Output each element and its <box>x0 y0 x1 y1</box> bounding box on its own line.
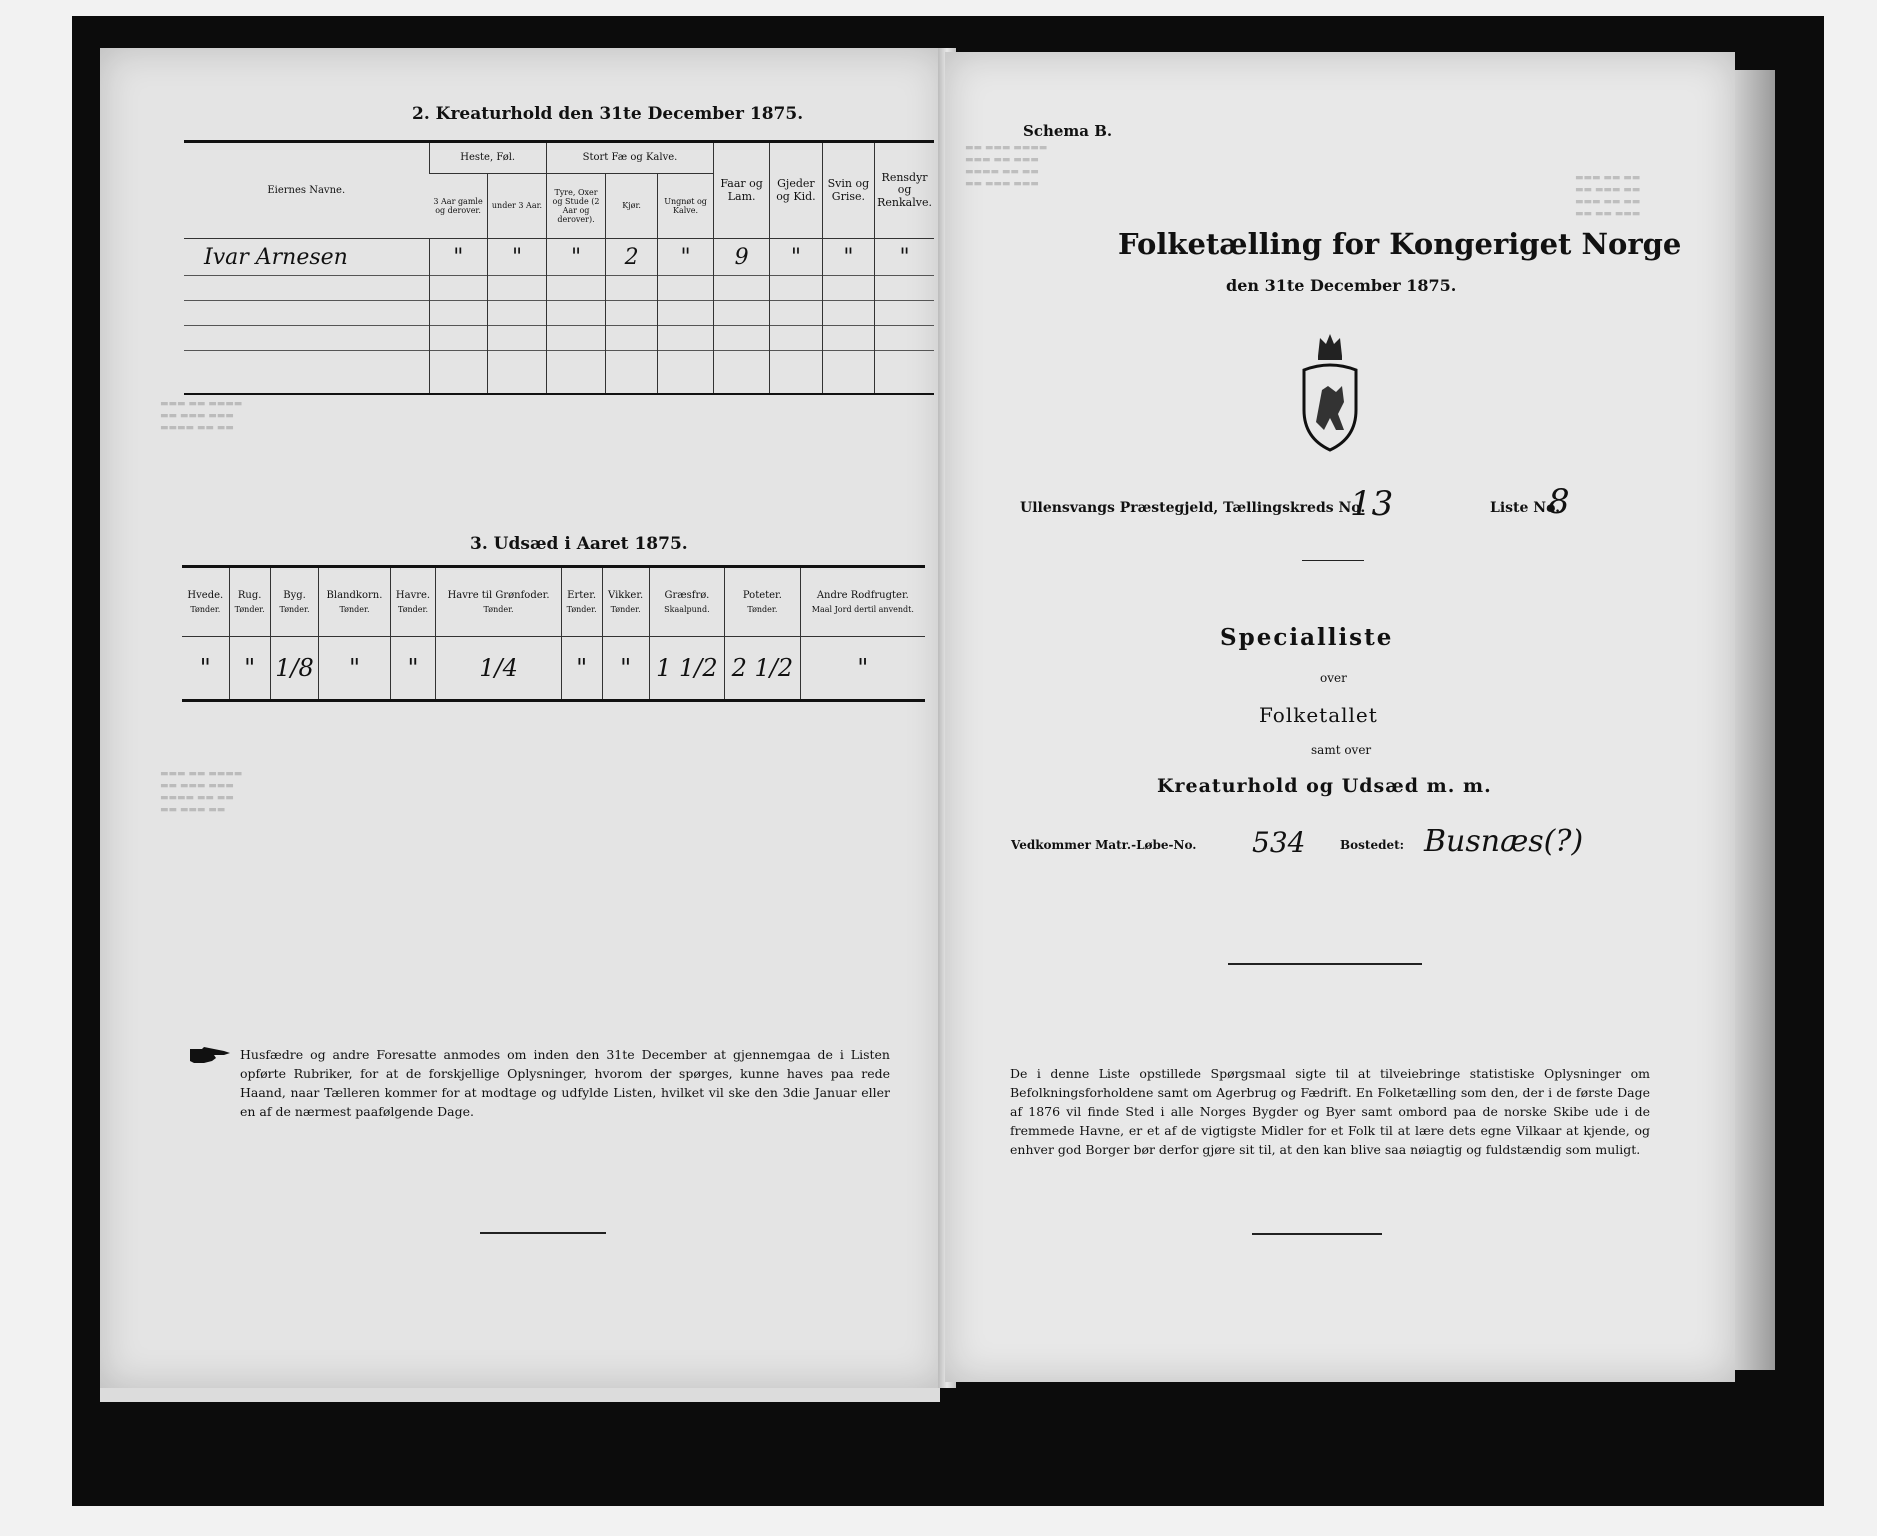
rensdyr-header: Rensdyr og Renkalve. <box>875 142 934 239</box>
svin-cell: " <box>822 239 874 276</box>
seed-column-header <box>725 567 801 637</box>
stort-b-header: Kjør. <box>606 174 658 239</box>
stort-a-header: Tyre, Oxer og Stude (2 Aar og derover). <box>546 174 605 239</box>
heste-a-header: 3 Aar gamle og derover. <box>429 174 488 239</box>
heste-header: Heste, Føl. <box>429 142 546 174</box>
seed-name: Græsfrø. <box>664 589 710 601</box>
bostedet-value: Busnæs(?) <box>1424 824 1584 859</box>
divider <box>1302 560 1364 561</box>
seed-name: Byg. <box>283 589 306 601</box>
seed-name: Vikker. <box>608 589 644 601</box>
seed-value-cell: 2 1/2 <box>725 637 801 701</box>
table-row <box>184 326 934 351</box>
seed-unit: Tønder. <box>747 605 778 615</box>
page-title: Folketælling for Kongeriget Norge <box>1118 227 1682 261</box>
seed-unit: Tønder. <box>234 605 265 615</box>
seed-table <box>182 565 925 702</box>
kreds-number: 13 <box>1350 484 1394 524</box>
seed-name: Rug. <box>237 589 262 601</box>
folketallet-heading: Folketallet <box>1259 703 1378 727</box>
stort-header: Stort Fæ og Kalve. <box>546 142 713 174</box>
owner-cell: Ivar Arnesen <box>204 244 348 270</box>
stort-b-cell: 2 <box>606 239 658 276</box>
liste-label: Liste No. <box>1490 500 1561 516</box>
livestock-table <box>184 140 934 395</box>
kreaturhold-heading: Kreaturhold og Udsæd m. m. <box>1157 775 1492 797</box>
seed-name: Poteter. <box>742 589 782 601</box>
seed-name: Blandkorn. <box>326 589 383 601</box>
schema-label: Schema B. <box>1023 122 1113 140</box>
seed-name: Havre til Grønfoder. <box>447 589 550 601</box>
divider <box>1228 963 1422 965</box>
table-row <box>184 351 934 395</box>
section2-title: 2. Kreaturhold den 31te December 1875. <box>412 104 804 124</box>
samt-over-label: samt over <box>1311 743 1372 757</box>
seed-unit: Tønder. <box>190 605 221 615</box>
pointing-hand-icon <box>188 1045 232 1065</box>
seed-unit: Tønder. <box>610 605 641 615</box>
table-row <box>184 301 934 326</box>
seed-column-header <box>182 567 229 637</box>
seed-name: Hvede. <box>187 589 224 601</box>
seed-unit: Maal Jord dertil anvendt. <box>811 605 914 615</box>
specialliste-heading: Specialliste <box>1220 624 1394 651</box>
stort-a-cell: " <box>546 239 605 276</box>
bleed-through-text: ▬▬▬ ▬▬ ▬▬▬▬ ▬▬ ▬▬▬ ▬▬▬ ▬▬▬▬ ▬▬ ▬▬ <box>160 399 243 433</box>
bleed-through-text: ▬▬▬ ▬▬ ▬▬ ▬▬ ▬▬▬ ▬▬ ▬▬▬ ▬▬ ▬▬ ▬▬ ▬▬ ▬▬▬ <box>1575 173 1641 219</box>
seed-header-row <box>182 567 925 637</box>
heste-a-cell: " <box>429 239 488 276</box>
seed-unit: Tønder. <box>398 605 429 615</box>
page-stack-edge <box>1735 70 1775 1370</box>
bleed-through-text: ▬▬ ▬▬▬ ▬▬▬▬ ▬▬▬ ▬▬ ▬▬▬ ▬▬▬▬ ▬▬ ▬▬ ▬▬ ▬▬▬ ▬▬▬ <box>965 143 1048 189</box>
seed-value-cell: " <box>229 637 270 701</box>
section3-title: 3. Udsæd i Aaret 1875. <box>470 534 688 554</box>
seed-name: Andre Rodfrugter. <box>816 589 909 601</box>
seed-name: Erter. <box>567 589 597 601</box>
seed-value-cell: " <box>199 654 211 682</box>
seed-unit: Tønder. <box>566 605 597 615</box>
seed-column-header <box>561 567 602 637</box>
gjeder-header: Gjeder og Kid. <box>770 142 823 239</box>
faar-cell: 9 <box>714 239 770 276</box>
notice-text: Husfædre og andre Foresatte anmodes om inden den 31te December at gjennemgaa de i Listen opførte Rubriker, for at de forskjellige Oplysninger, hvorom der spørges, kunne haves paa rede Haand, naar Tælleren kommer for at modtage og udfylde Listen, hvilket vil ske den 3die Januar eller en af de nærmest paafølgende Dage. <box>240 1047 890 1119</box>
table-row <box>182 637 925 701</box>
svin-header: Svin og Grise. <box>822 142 874 239</box>
heste-b-cell: " <box>488 239 547 276</box>
bleed-through-text: ▬▬▬ ▬▬ ▬▬▬▬ ▬▬ ▬▬▬ ▬▬▬ ▬▬▬▬ ▬▬ ▬▬ ▬▬ ▬▬▬ ▬▬ <box>160 769 243 815</box>
seed-value-cell: 1/4 <box>436 637 561 701</box>
seed-value-cell: 1/8 <box>270 637 319 701</box>
matr-label: Vedkommer Matr.-Løbe-No. <box>1011 838 1197 852</box>
seed-column-header <box>270 567 319 637</box>
seed-unit: Tønder. <box>339 605 370 615</box>
bostedet-label: Bostedet: <box>1340 838 1405 852</box>
seed-column-header <box>436 567 561 637</box>
stort-c-cell: " <box>657 239 713 276</box>
seed-value-cell: " <box>800 637 925 701</box>
seed-column-header <box>319 567 390 637</box>
coat-of-arms-icon <box>1298 330 1362 454</box>
seed-value-cell: " <box>390 637 436 701</box>
rensdyr-cell: " <box>875 239 934 276</box>
seed-value-cell: 1 1/2 <box>649 637 725 701</box>
seed-unit: Skaalpund. <box>664 605 710 615</box>
seed-column-header <box>602 567 649 637</box>
seed-value-cell: " <box>602 637 649 701</box>
liste-number: 8 <box>1548 482 1570 522</box>
divider <box>480 1232 606 1234</box>
table-row <box>184 239 934 276</box>
seed-column-header <box>649 567 725 637</box>
faar-header: Faar og Lam. <box>714 142 770 239</box>
seed-value-cell: " <box>561 637 602 701</box>
over-label: over <box>1320 671 1347 685</box>
seed-column-header <box>229 567 270 637</box>
closing-text: De i denne Liste opstillede Spørgsmaal sigte til at tilveiebringe statistiske Oplysninger om Befolkningsforholdene samt om Agerbrug og Fædrift. En Folketælling som den, der i de første Dage af 1876 vil finde Sted i alle Norges Bygder og Byer samt ombord paa de norske Skibe ude i de fremmede Havne, er et af de vigtigste Midler for et Folk til at lære dets egne Vilkaar at kjende, og enhver god Borger bør derfor gjøre sit til, at den kan blive saa nøiagtig og fuldstændig som muligt. <box>1010 1066 1650 1157</box>
owner-header: Eiernes Navne. <box>267 184 346 196</box>
prestegjeld-label: Ullensvangs Præstegjeld, Tællingskreds No. <box>1020 500 1366 516</box>
table-row <box>184 276 934 301</box>
seed-unit: Tønder. <box>279 605 310 615</box>
census-date: den 31te December 1875. <box>1226 276 1457 295</box>
matr-number: 534 <box>1252 826 1306 859</box>
seed-value-cell: " <box>319 637 390 701</box>
seed-name: Havre. <box>395 589 431 601</box>
seed-unit: Tønder. <box>483 605 514 615</box>
seed-column-header <box>800 567 925 637</box>
gjeder-cell: " <box>770 239 823 276</box>
divider <box>1252 1233 1382 1235</box>
seed-column-header <box>390 567 436 637</box>
heste-b-header: under 3 Aar. <box>488 174 547 239</box>
stort-c-header: Ungnøt og Kalve. <box>657 174 713 239</box>
